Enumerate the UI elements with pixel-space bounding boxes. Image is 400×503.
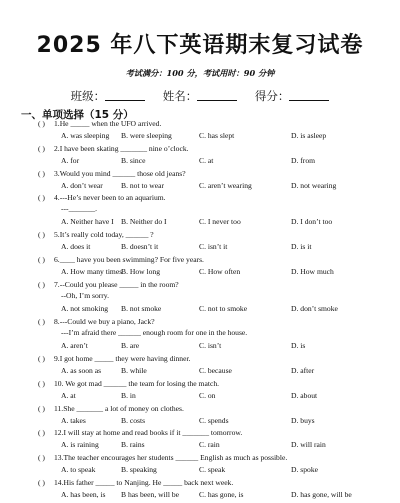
score-label: 得分： bbox=[254, 89, 290, 103]
option-b: B. speaking bbox=[121, 465, 157, 475]
answer-paren[interactable]: ( ) bbox=[38, 403, 45, 413]
answer-paren[interactable]: ( ) bbox=[38, 477, 45, 487]
option-c: C. has gone, is bbox=[199, 489, 244, 499]
option-a: A. has been, is bbox=[61, 489, 106, 499]
option-d: D. buys bbox=[291, 415, 315, 425]
question-item bbox=[0, 404, 400, 429]
question-line bbox=[38, 428, 242, 437]
option-b: B has been, will be bbox=[121, 489, 179, 499]
option-row bbox=[61, 366, 391, 377]
question-text: 12.I will stay at home and read books if it _______ tomorrow. bbox=[54, 428, 243, 438]
exam-meta: 考试满分：100 分，考试用时：90 分钟 bbox=[125, 68, 275, 78]
score-field bbox=[255, 89, 330, 103]
option-b: B. not to wear bbox=[121, 180, 165, 190]
answer-paren[interactable]: ( ) bbox=[38, 279, 45, 289]
score-blank[interactable] bbox=[289, 90, 329, 101]
question-item bbox=[0, 144, 400, 169]
option-row bbox=[61, 391, 391, 402]
question-line bbox=[38, 119, 161, 128]
question-line bbox=[38, 317, 155, 326]
option-a: A. Neither have I bbox=[61, 217, 114, 227]
answer-paren[interactable]: ( ) bbox=[38, 168, 45, 178]
option-a: A. takes bbox=[61, 415, 86, 425]
option-row bbox=[61, 217, 391, 228]
class-label: 班级： bbox=[70, 89, 106, 103]
question-line bbox=[38, 478, 233, 487]
question-item bbox=[0, 119, 400, 144]
option-b: B. costs bbox=[121, 415, 146, 425]
option-b: B. How long bbox=[121, 267, 161, 277]
option-a: A. aren’t bbox=[61, 340, 88, 350]
question-dialogue-line: --Oh, I’m sorry. bbox=[61, 290, 110, 300]
question-line bbox=[38, 280, 179, 289]
option-d: D. is asleep bbox=[291, 131, 327, 140]
option-d: D. spoke bbox=[291, 465, 318, 475]
option-d: D. don’t smoke bbox=[291, 303, 338, 313]
question-line bbox=[38, 453, 287, 462]
name-label: 姓名： bbox=[162, 89, 198, 103]
option-a: A. How many times bbox=[61, 267, 123, 277]
option-a: A. is raining bbox=[61, 440, 99, 450]
question-item bbox=[0, 428, 400, 453]
option-b: B. were sleeping bbox=[121, 131, 172, 140]
answer-paren[interactable]: ( ) bbox=[38, 230, 45, 240]
option-c: C. isn’t it bbox=[199, 242, 228, 252]
option-d: D. not wearing bbox=[291, 180, 337, 190]
answer-paren[interactable]: ( ) bbox=[38, 378, 45, 388]
question-text: 4.---He’s never been to an aquarium. bbox=[54, 193, 166, 203]
question-text: 2.I have been skating _______ nine o’clock. bbox=[54, 143, 189, 153]
option-a: A. does it bbox=[61, 242, 91, 252]
option-a: A. at bbox=[61, 390, 76, 400]
option-c: C. because bbox=[199, 365, 232, 375]
option-c: C. not to smoke bbox=[199, 303, 248, 313]
option-d: D. about bbox=[291, 390, 318, 400]
option-c: C. rain bbox=[199, 440, 220, 450]
class-field bbox=[71, 89, 149, 103]
option-row bbox=[61, 341, 391, 352]
option-d: D. after bbox=[291, 365, 315, 375]
option-a: A. not smoking bbox=[61, 303, 109, 313]
option-row bbox=[61, 267, 391, 278]
question-item bbox=[0, 255, 400, 280]
name-blank[interactable] bbox=[197, 90, 237, 101]
answer-paren[interactable]: ( ) bbox=[38, 453, 45, 463]
question-text: 14.His father _____ to Nanjing. He _____ back next week. bbox=[54, 477, 234, 487]
question-line bbox=[38, 230, 154, 239]
option-b: B. in bbox=[121, 390, 136, 400]
question-list bbox=[0, 119, 400, 503]
option-d: D. has gone, will be bbox=[291, 489, 352, 499]
question-text: 3.Would you mind ______ those old jeans? bbox=[54, 168, 186, 178]
question-text: 13.The teacher encourages her students ______ English as much as possible. bbox=[54, 453, 288, 463]
question-line bbox=[38, 144, 189, 153]
exam-title: 2025 年八下英语期末复习试卷 bbox=[36, 33, 364, 58]
option-row bbox=[61, 465, 391, 476]
option-b: B. since bbox=[121, 155, 146, 165]
question-text: 9.I got home _____ they were having dinner. bbox=[54, 353, 191, 363]
option-c: C. isn’t bbox=[199, 340, 222, 350]
question-item bbox=[0, 379, 400, 404]
option-row bbox=[61, 242, 391, 253]
option-d: D. is it bbox=[291, 242, 312, 252]
answer-paren[interactable]: ( ) bbox=[38, 193, 45, 203]
name-field bbox=[163, 89, 241, 103]
question-line bbox=[38, 255, 204, 264]
option-d: D. is bbox=[291, 340, 306, 350]
answer-paren[interactable]: ( ) bbox=[38, 143, 45, 153]
option-c: C. aren’t wearing bbox=[199, 180, 252, 190]
option-c: C. on bbox=[199, 390, 216, 400]
question-text: 11.She _______ a lot of money on clothes. bbox=[54, 403, 184, 413]
option-row bbox=[61, 440, 391, 451]
answer-paren[interactable]: ( ) bbox=[38, 316, 45, 326]
question-line bbox=[38, 169, 186, 178]
question-text: 5.It’s really cold today, ______ ? bbox=[54, 230, 154, 240]
option-c: C. I never too bbox=[199, 217, 241, 227]
question-dialogue-line: ---_______. bbox=[61, 204, 98, 214]
question-item bbox=[0, 230, 400, 255]
option-b: B. Neither do I bbox=[121, 217, 167, 227]
option-c: C. spends bbox=[199, 415, 229, 425]
section-title: 一、单项选择（15 分） bbox=[21, 109, 134, 121]
option-c: C. How often bbox=[199, 267, 241, 277]
option-c: C. speak bbox=[199, 465, 226, 475]
option-a: A. for bbox=[61, 155, 80, 165]
class-blank[interactable] bbox=[105, 90, 145, 101]
option-d: D. How much bbox=[291, 267, 334, 277]
question-item bbox=[0, 193, 400, 230]
option-row bbox=[61, 131, 391, 142]
question-dialogue-line: ---I’m afraid there ______ enough room for one in the house. bbox=[61, 327, 248, 337]
answer-paren[interactable]: ( ) bbox=[38, 255, 45, 265]
answer-paren[interactable]: ( ) bbox=[38, 119, 45, 128]
answer-paren[interactable]: ( ) bbox=[38, 353, 45, 363]
option-row bbox=[61, 490, 391, 501]
option-a: A. to speak bbox=[61, 465, 96, 475]
question-line bbox=[38, 193, 166, 202]
question-text: 7.--Could you please _____ in the room? bbox=[54, 279, 179, 289]
question-item bbox=[0, 317, 400, 354]
question-text: 10. We got mad ______ the team for losing the match. bbox=[54, 378, 220, 388]
question-line bbox=[38, 354, 190, 363]
option-a: A. don’t wear bbox=[61, 180, 103, 190]
question-text: 1.He _____ when the UFO arrived. bbox=[54, 119, 162, 128]
question-item bbox=[0, 453, 400, 478]
question-line bbox=[38, 379, 219, 388]
question-item bbox=[0, 354, 400, 379]
option-b: B. rains bbox=[121, 440, 145, 450]
option-row bbox=[61, 304, 391, 315]
question-item bbox=[0, 169, 400, 194]
question-line bbox=[38, 404, 184, 413]
option-d: D. I don’t too bbox=[291, 217, 333, 227]
option-c: C. at bbox=[199, 155, 214, 165]
question-text: 8.---Could we buy a piano, Jack? bbox=[54, 316, 155, 326]
option-b: B. while bbox=[121, 365, 147, 375]
question-item bbox=[0, 280, 400, 317]
answer-paren[interactable]: ( ) bbox=[38, 428, 45, 438]
question-item bbox=[0, 478, 400, 503]
option-d: D. from bbox=[291, 155, 316, 165]
option-d: D. will rain bbox=[291, 440, 326, 450]
option-row bbox=[61, 416, 391, 427]
option-a: A. was sleeping bbox=[61, 131, 110, 140]
option-a: A. as soon as bbox=[61, 365, 102, 375]
option-row bbox=[61, 156, 391, 167]
option-row bbox=[61, 181, 391, 192]
option-b: B. doesn’t it bbox=[121, 242, 159, 252]
student-info-row bbox=[0, 88, 400, 104]
question-text: 6.____ have you been swimming? For five years. bbox=[54, 255, 204, 265]
option-b: B. are bbox=[121, 340, 140, 350]
option-b: B. not smoke bbox=[121, 303, 162, 313]
option-c: C. has slept bbox=[199, 131, 235, 140]
